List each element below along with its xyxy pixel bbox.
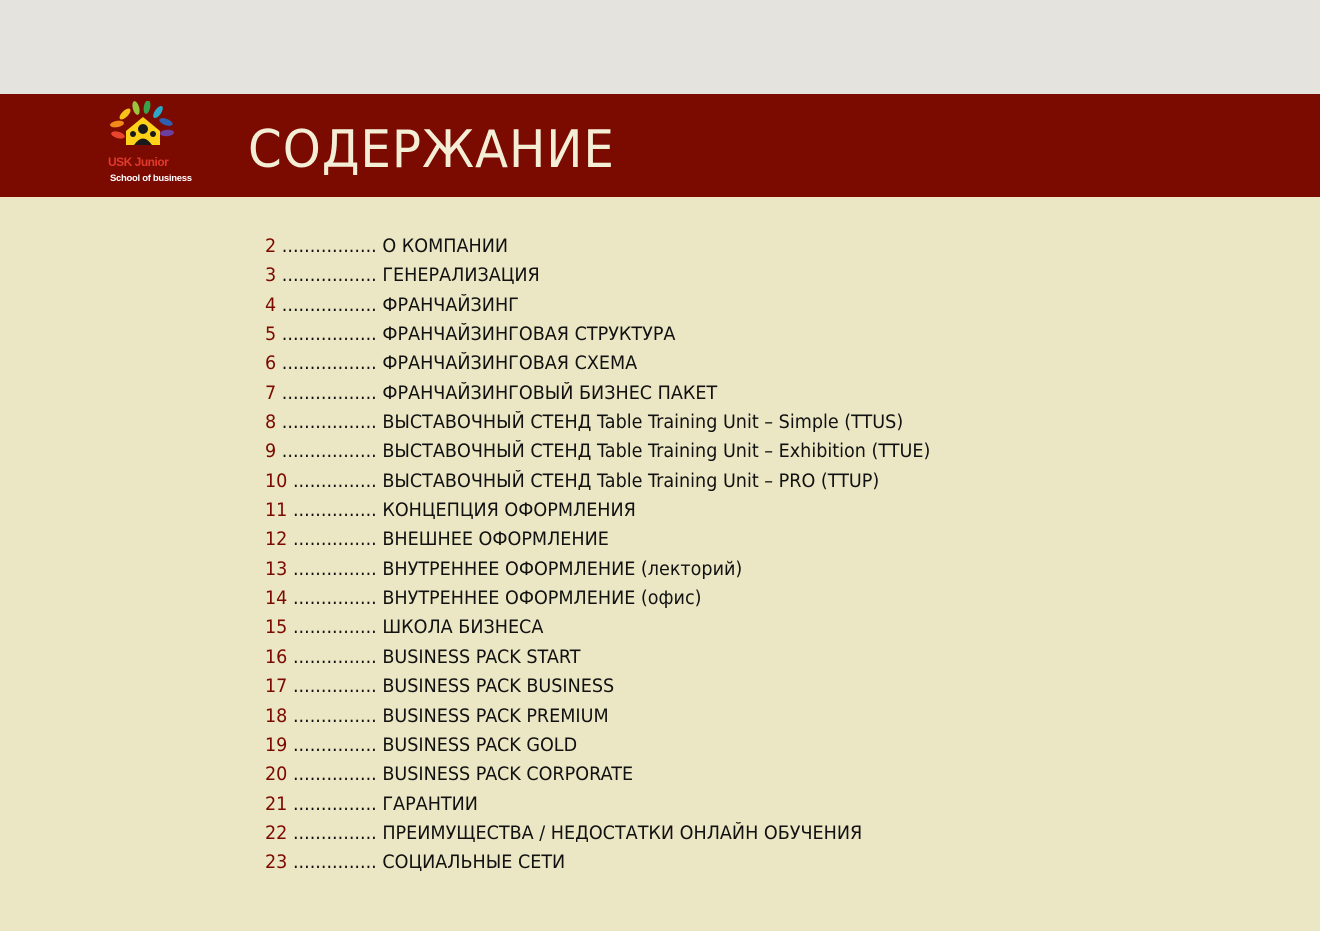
toc-item-label: ПРЕИМУЩЕСТВА / НЕДОСТАТКИ ОНЛАЙН ОБУЧЕНИЯ [382, 822, 863, 844]
toc-item[interactable] [265, 349, 930, 378]
toc-item[interactable] [265, 261, 930, 290]
toc-item[interactable] [265, 467, 930, 496]
toc-item-label: О КОМПАНИИ [382, 236, 508, 257]
toc-item[interactable] [265, 848, 930, 877]
toc-item[interactable] [265, 320, 930, 349]
toc-item-label: ВЫСТАВОЧНЫЙ СТЕНД Table Training Unit – Exhibition (TTUE) [382, 441, 931, 463]
toc-item-label: ВНУТРЕННЕЕ ОФОРМЛЕНИЕ (лекторий) [382, 558, 743, 580]
toc-item[interactable] [265, 555, 930, 584]
toc-item[interactable] [265, 672, 930, 701]
toc-page-number: 8 [265, 412, 282, 434]
toc-item-label: ВНЕШНЕЕ ОФОРМЛЕНИЕ [382, 529, 609, 551]
toc-leader-dots: ............... [292, 646, 383, 668]
toc-item[interactable] [265, 496, 930, 525]
toc-page-number: 6 [265, 353, 282, 375]
toc-page-number: 18 [265, 705, 293, 727]
toc-item-label: BUSINESS PACK GOLD [382, 734, 578, 756]
toc-leader-dots: ................. [281, 324, 383, 346]
toc-leader-dots: ................. [281, 441, 383, 463]
toc-item-label: СОЦИАЛЬНЫЕ СЕТИ [382, 852, 566, 874]
toc-leader-dots: ............... [292, 764, 383, 786]
toc-item-label: ВЫСТАВОЧНЫЙ СТЕНД Table Training Unit – Simple (TTUS) [382, 412, 904, 434]
toc-item[interactable] [265, 790, 930, 819]
toc-item-label: BUSINESS PACK PREMIUM [382, 705, 609, 727]
toc-page-number: 9 [265, 441, 282, 463]
toc-page-number: 7 [265, 382, 282, 404]
toc-leader-dots: ............... [292, 793, 383, 815]
toc-item-label: ШКОЛА БИЗНЕСА [382, 617, 544, 639]
toc-item[interactable] [265, 584, 930, 613]
toc-page-number: 5 [265, 324, 282, 346]
toc-leader-dots: ................. [281, 265, 383, 287]
toc-item[interactable] [265, 379, 930, 408]
toc-page-number: 16 [265, 646, 293, 668]
toc-item-label: ФРАНЧАЙЗИНГОВЫЙ БИЗНЕС ПАКЕТ [382, 382, 718, 404]
toc-item[interactable] [265, 643, 930, 672]
toc-item[interactable] [265, 525, 930, 554]
toc-leader-dots: ............... [292, 617, 383, 639]
logo-name-line: USK Junior [108, 155, 169, 169]
toc-page-number: 22 [265, 822, 293, 844]
toc-leader-dots: ............... [292, 558, 383, 580]
toc-leader-dots: ............... [292, 676, 383, 698]
page-title: СОДЕРЖАНИЕ [248, 120, 615, 180]
toc-page-number: 11 [265, 500, 293, 522]
toc-item[interactable] [265, 819, 930, 848]
toc-item-label: ГАРАНТИИ [382, 793, 478, 815]
toc-page-number: 13 [265, 558, 293, 580]
toc-leader-dots: ................. [281, 294, 383, 316]
toc-leader-dots: ................. [281, 353, 383, 375]
toc-item[interactable] [265, 232, 930, 261]
toc-page-number: 20 [265, 764, 293, 786]
toc-page-number: 21 [265, 793, 293, 815]
toc-leader-dots: ................. [281, 412, 383, 434]
toc-page-number: 3 [265, 265, 282, 287]
toc-leader-dots: ............... [292, 529, 383, 551]
toc-page-number: 4 [265, 294, 282, 316]
toc-page-number: 17 [265, 676, 293, 698]
toc-leader-dots: ............... [292, 705, 383, 727]
toc-leader-dots: ............... [292, 734, 383, 756]
sunburst-house-icon [108, 101, 180, 157]
toc-leader-dots: ............... [292, 588, 383, 610]
toc-leader-dots: ............... [292, 470, 383, 492]
toc-page-number: 19 [265, 734, 293, 756]
toc-leader-dots: ................. [281, 236, 383, 257]
toc-item-label: BUSINESS PACK START [382, 646, 581, 668]
toc-item[interactable] [265, 291, 930, 320]
top-strip [0, 0, 1320, 94]
logo-tagline: School of business [110, 173, 192, 184]
toc-item[interactable] [265, 731, 930, 760]
toc-item[interactable] [265, 702, 930, 731]
toc-item-label: ФРАНЧАЙЗИНГОВАЯ СТРУКТУРА [382, 324, 676, 346]
toc-item[interactable] [265, 760, 930, 789]
toc-page-number: 14 [265, 588, 293, 610]
toc-item[interactable] [265, 408, 930, 437]
toc-item-label: ГЕНЕРАЛИЗАЦИЯ [382, 265, 540, 287]
toc-page-number: 10 [265, 470, 293, 492]
header-band [0, 94, 1320, 197]
toc-leader-dots: ............... [292, 822, 383, 844]
toc-item-label: КОНЦЕПЦИЯ ОФОРМЛЕНИЯ [382, 500, 636, 522]
toc-item-label: BUSINESS PACK CORPORATE [382, 764, 634, 786]
toc-leader-dots: ............... [292, 500, 383, 522]
toc-item-label: BUSINESS PACK BUSINESS [382, 676, 615, 698]
usk-junior-logo [108, 101, 192, 187]
toc-item-label: ВЫСТАВОЧНЫЙ СТЕНД Table Training Unit – PRO (TTUP) [382, 470, 880, 492]
toc-page-number: 23 [265, 852, 293, 874]
toc-item-label: ФРАНЧАЙЗИНГОВАЯ СХЕМА [382, 353, 638, 375]
toc-item[interactable] [265, 613, 930, 642]
table-of-contents [265, 232, 965, 878]
toc-leader-dots: ................. [281, 382, 383, 404]
toc-item[interactable] [265, 437, 930, 466]
toc-page-number: 12 [265, 529, 293, 551]
toc-page-number: 15 [265, 617, 293, 639]
toc-leader-dots: ............... [292, 852, 383, 874]
toc-item-label: ФРАНЧАЙЗИНГ [382, 294, 519, 316]
toc-item-label: ВНУТРЕННЕЕ ОФОРМЛЕНИЕ (офис) [382, 588, 702, 610]
toc-page-number: 2 [265, 236, 282, 257]
